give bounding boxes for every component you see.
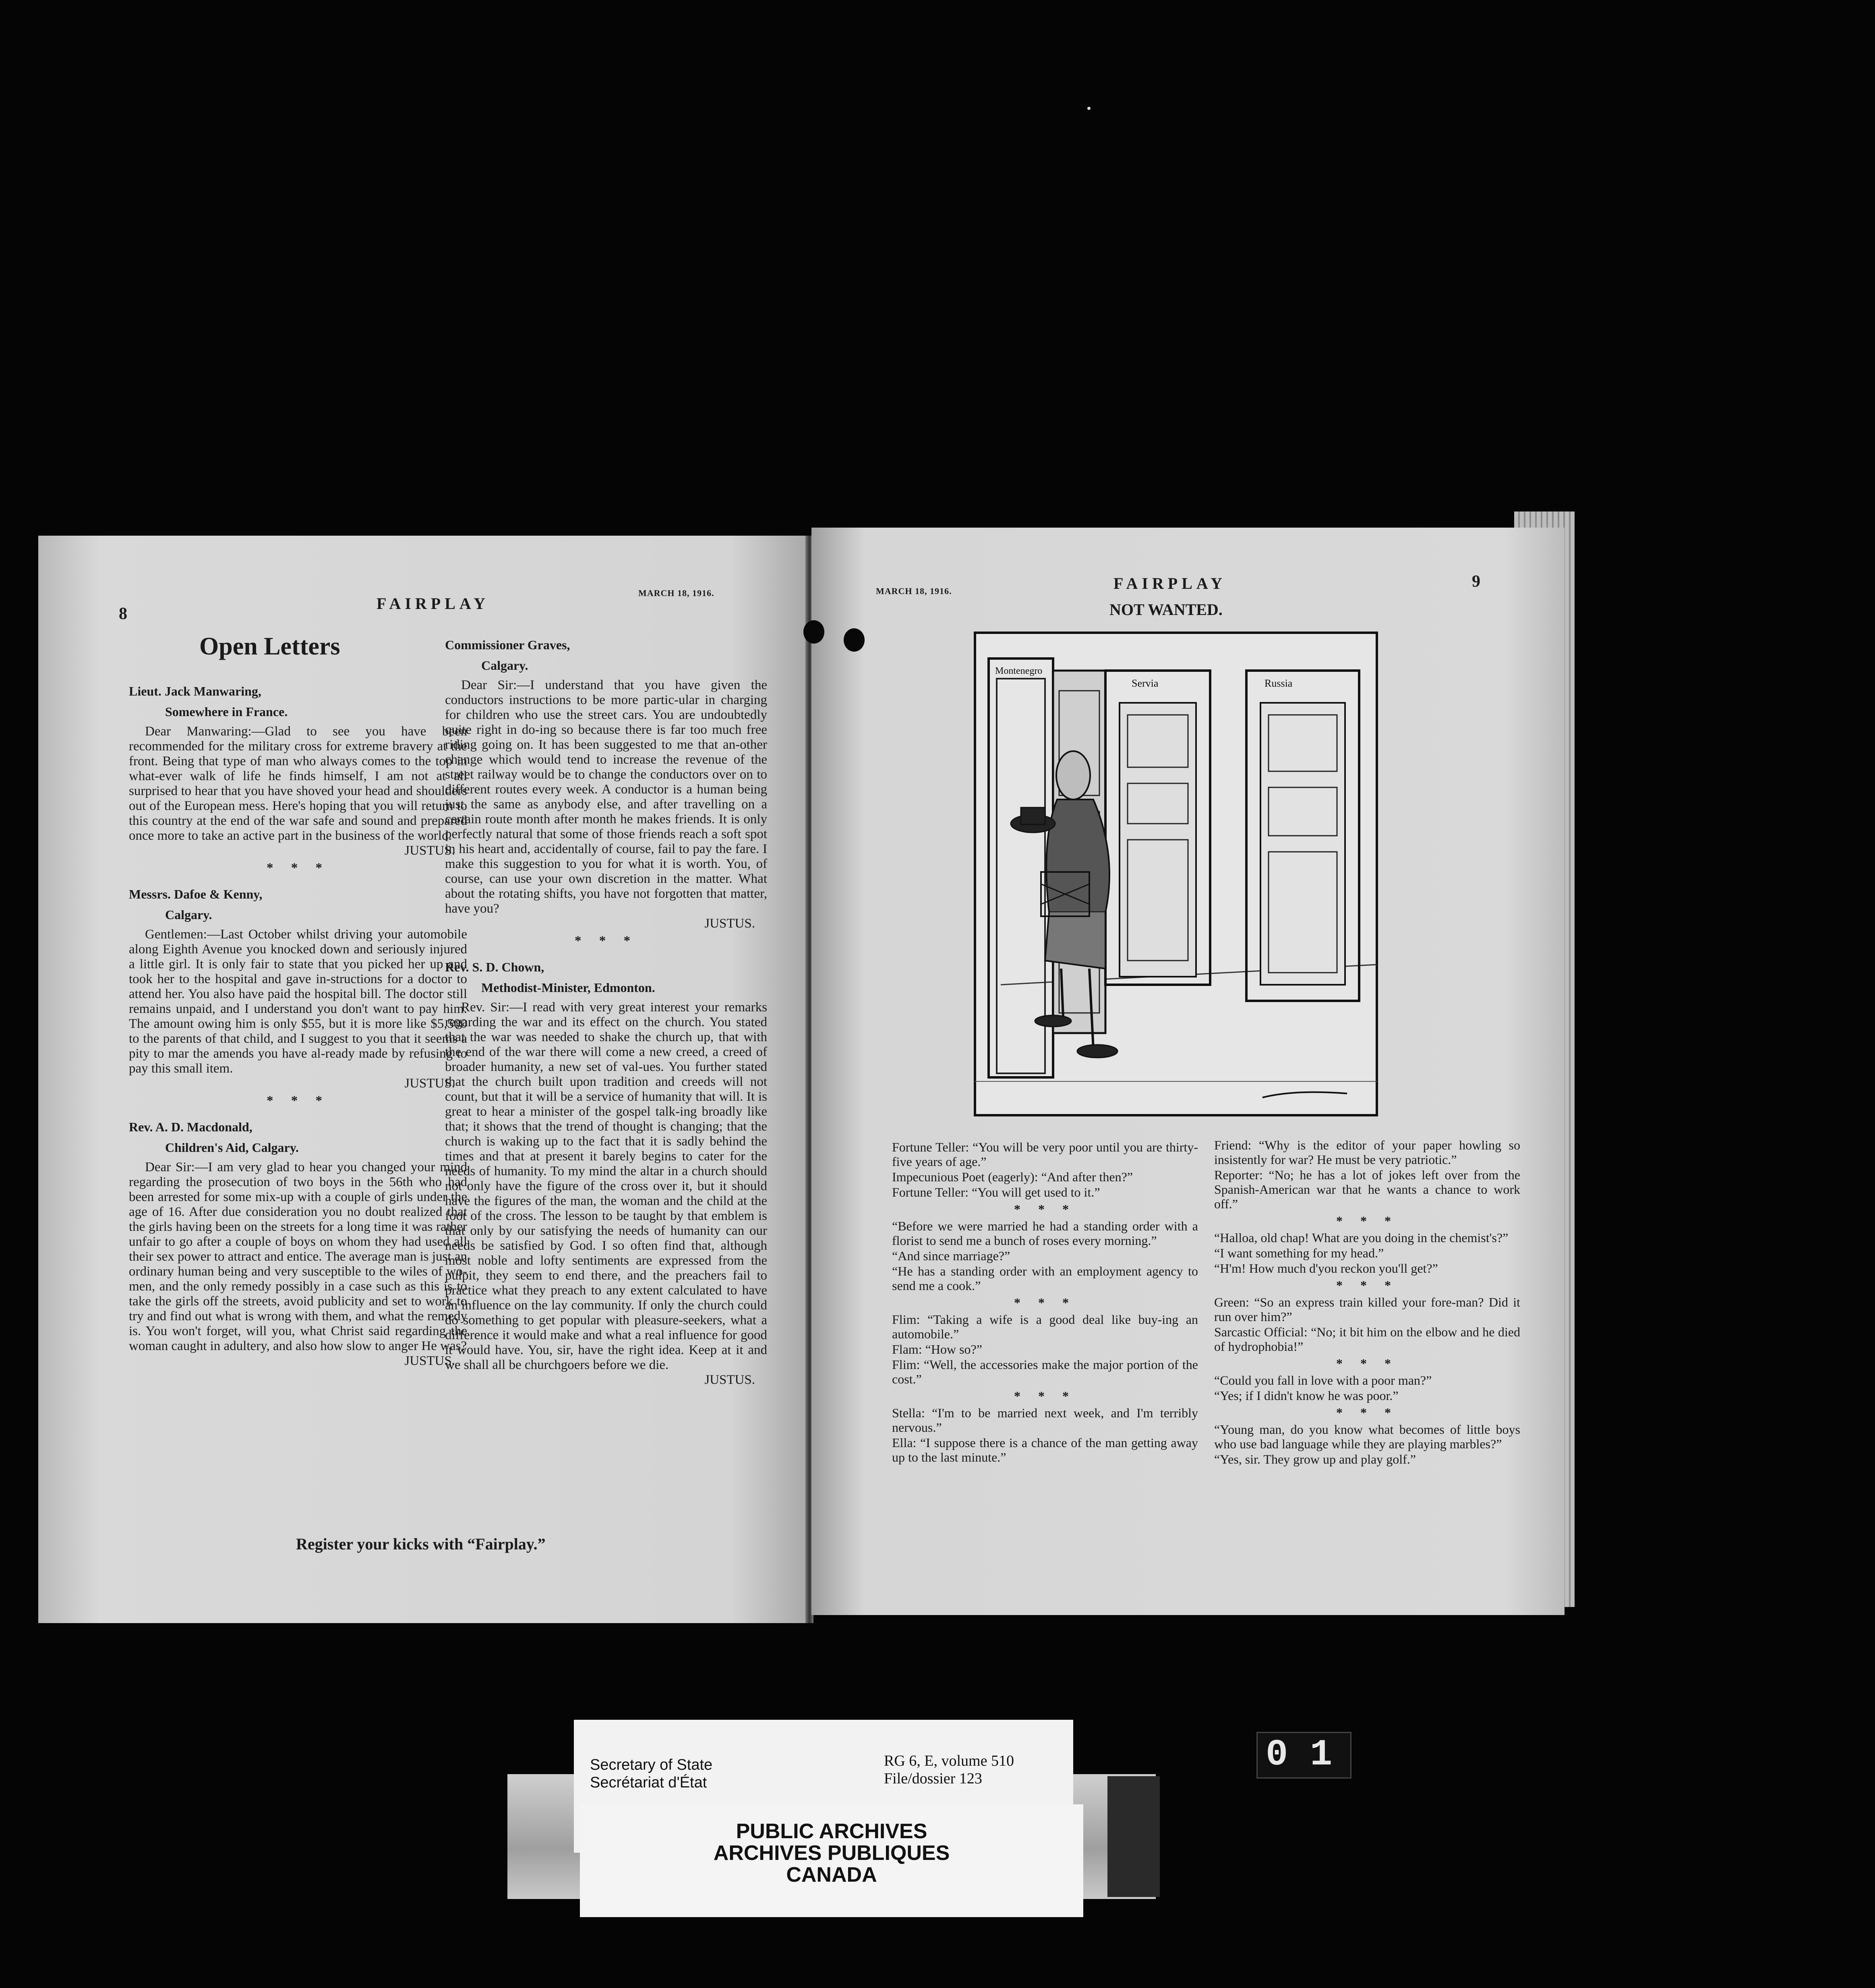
section-divider: * * * [1014,1389,1076,1403]
right-column-1 [892,1140,1198,1464]
frame-counter-digit: 1 [1310,1733,1333,1776]
svg-text:Servia: Servia [1132,677,1159,689]
punch-hole [844,628,865,652]
paragraph: Dear Sir:—I am very glad to hear you changed your mind regarding the prosecution of two boys in the 56th who had been arrested for some mix-up with a couple of girls under the age of 16. After due consideration you no doubt realized that the girls having been on the streets for a long time it was rather unfair to go after a couple of boys on whom they had used all their sex power to attract and entice. The average man is just an ordinary human being and very susceptible to the wiles of wo-men, and the only remedy possibly in a case such as this is to take the girls off the streets, avoid publicity and set to work to try and find out what is wrong with them, and what the remedy is. You won't forget, will you, what Christ said regarding the woman caught in adultery, and also how slow to anger He was? [129,1160,467,1353]
footer-slogan: Register your kicks with “Fairplay.” [296,1535,546,1553]
paragraph: Flam: “How so?” [892,1342,982,1356]
issue-date: MARCH 18, 1916. [638,588,714,598]
paragraph: “I want something for my head.” [1214,1246,1384,1260]
paragraph: “He has a standing order with an employment agency to send me a cook.” [892,1264,1198,1293]
frame-counter-digit: 0 [1266,1733,1288,1776]
paragraph: Reporter: “No; he has a lot of jokes left over from the Spanish-American war that he wants a chance to work off.” [1214,1168,1520,1211]
letter-address: Calgary. [165,907,212,922]
masthead: FAIRPLAY [1113,574,1227,592]
section-divider: * * * [1336,1356,1398,1371]
paragraph: “Before we were married he had a standing order with a florist to send me a bunch of roses every morning.” [892,1219,1198,1248]
letter-address: Commissioner Graves, [445,638,570,652]
paragraph: Fortune Teller: “You will get used to it.” [892,1185,1100,1199]
section-divider: * * * [267,1093,329,1108]
file-dossier: File/dossier 123 [884,1770,982,1787]
paragraph: “And since marriage?” [892,1249,1010,1263]
cartoon-illustration [973,630,1379,1118]
public-archives-stamp: PUBLIC ARCHIVES ARCHIVES PUBLIQUES CANADA [580,1804,1083,1917]
paragraph: Ella: “I suppose there is a chance of the man getting away up to the last minute.” [892,1435,1198,1464]
paragraph: Impecunious Poet (eagerly): “And after then?” [892,1170,1133,1184]
letter-address: Rev. S. D. Chown, [445,960,544,974]
section-title: Open Letters [199,633,340,660]
section-divider: * * * [1336,1278,1398,1292]
paragraph: “Could you fall in love with a poor man?” [1214,1373,1432,1387]
paragraph: Gentlemen:—Last October whilst driving your automobile along Eighth Avenue you knocked down and seriously injured a little girl. It is only fair to state that you picked her up and took her to the hospital and gave in-structions for a doctor to attend her. You also have paid the hospital bill. The doctor still remains unpaid, and I understand you don't want to pay him. The amount owing him is only $55, but it is more like $5,500 to the parents of that child, and I suggest to you that it seems a pity to mar the amends you have al-ready made by refusing to pay this small item. [129,927,467,1076]
right-column-2 [1214,1138,1520,1466]
signature: JUSTUS. [404,1076,455,1091]
paragraph: Fortune Teller: “You will be very poor until you are thirty-five years of age.” [892,1140,1198,1169]
paragraph: Friend: “Why is the editor of your paper howling so insistently for war? He must be very patriotic.” [1214,1138,1520,1167]
issue-date: MARCH 18, 1916. [876,586,952,596]
letter-address: Children's Aid, Calgary. [165,1140,299,1155]
letter-address: Messrs. Dafoe & Kenny, [129,887,263,901]
section-divider: * * * [1014,1202,1076,1216]
letter-address: Methodist-Minister, Edmonton. [481,980,655,995]
section-divider: * * * [1014,1295,1076,1310]
svg-text:Russia: Russia [1264,677,1293,689]
section-divider: * * * [1336,1405,1398,1420]
paragraph: Dear Sir:—I understand that you have given the conductors instructions to be more partic-ular in charging for children who use the street cars. You are undoubtedly quite right in do-ing so because there is far too much free riding going on. It has been suggested to me that an-other change which would tend to increase the revenue of the street railway would be to change the conductors over on to different routes every week. A conductor is a human being just the same as anybody else, and after travelling on a certain route month after month he makes friends. It is only perfectly natural that some of those friends reach a soft spot in his heart and, accidentally of course, fail to pay the fare. I make this suggestion to you for what it is worth. You, of course, can use your own discretion in the matter. What about the rotating shifts, you have not forgotten that matter, have you? [445,678,767,916]
record-group-volume: RG 6, E, volume 510 [884,1752,1014,1769]
paragraph: Flim: “Taking a wife is a good deal like buy-ing an automobile.” [892,1312,1198,1341]
paragraph: “H'm! How much d'you reckon you'll get?” [1214,1261,1438,1276]
paragraph: Rev. Sir:—I read with very great interest your remarks regarding the war and its effect on the church. You stated that the war was needed to shake the church up, that with the end of the war there will come a new creed, a creed of broader humanity, a new set of val-ues. You further stated that the church built upon tradition and creeds will not count, but that it will be a service of humanity that will. It is great to hear a minister of the gospel talk-ing broadly like that; it shows that the trend of thought is changing; that the church is waking up to the fact that it is sadly behind the times and that at present it barely begins to cater for the needs of humanity. To my mind the altar in a church should not only have the figure of the cross over it, but it should have the figures of the man, the woman and the child at the foot of the cross. The lesson to be taught by that emblem is that only by our satisfying the needs of humanity can our needs be satisfied by God. I so often find that, although most noble and lofty sentiments are expressed from the pulpit, they seem to end there, and the preachers fail to practice what they preach to any extent calculated to have an influence on the lay community. If only the church could do something to get popular with pleasure-seekers, what a difference it would make and what a real influence for good it would have. You, sir, have the right idea. Keep at it and we shall all be churchgoers before we die. [445,1000,767,1372]
magazine-spread [38,536,1581,1623]
cartoon-title: NOT WANTED. [1109,601,1223,619]
paragraph: Dear Manwaring:—Glad to see you have been recommended for the military cross for extreme bravery at the front. Being that type of man who always comes to the top in what-ever walk of life he finds himself, I am not at all surprised to hear that you have shoved your head and shoulders out of the European mess. Here's hoping that you will return to this country at the end of the war safe and sound and prepared once more to take an active part in the business of the world. [129,724,467,843]
department-french: Secrétariat d'État [590,1774,707,1791]
paragraph: Sarcastic Official: “No; it bit him on the elbow and he died of hydrophobia!” [1214,1325,1520,1354]
paragraph: Stella: “I'm to be married next week, and I'm terribly nervous.” [892,1406,1198,1435]
signature: JUSTUS. [704,916,755,931]
signature: JUSTUS. [704,1373,755,1387]
page-number: 9 [1472,572,1480,591]
svg-text:Montenegro: Montenegro [995,666,1043,676]
section-divider: * * * [575,934,637,948]
paragraph: “Young man, do you know what becomes of little boys who use bad language while they are playing marbles?” [1214,1422,1520,1451]
letter-address: Calgary. [481,658,528,673]
paragraph: “Halloa, old chap! What are you doing in the chemist's?” [1214,1230,1509,1245]
left-page [38,536,807,1623]
film-speck [1087,107,1091,110]
paragraph: “Yes, sir. They grow up and play golf.” [1214,1452,1416,1466]
left-column-1 [129,673,467,1369]
frame-counter [1256,1732,1351,1779]
paragraph: Flim: “Well, the accessories make the major portion of the cost.” [892,1357,1198,1386]
section-divider: * * * [267,861,329,875]
punch-hole [803,620,824,644]
letter-address: Somewhere in France. [165,704,288,719]
left-column-2 [445,626,767,1387]
signature: JUSTUS. [404,843,455,858]
page-number: 8 [119,605,127,623]
department-english: Secretary of State [590,1756,713,1773]
signature: JUSTUS. [404,1354,455,1368]
letter-address: Rev. A. D. Macdonald, [129,1120,252,1134]
paragraph: Green: “So an express train killed your fore-man? Did it run over him?” [1214,1295,1520,1324]
right-page [811,528,1565,1615]
masthead: FAIRPLAY [377,594,490,613]
section-divider: * * * [1336,1214,1398,1228]
letter-address: Lieut. Jack Manwaring, [129,684,261,698]
paragraph: “Yes; if I didn't know he was poor.” [1214,1388,1399,1403]
tape-shadow [1107,1776,1160,1897]
